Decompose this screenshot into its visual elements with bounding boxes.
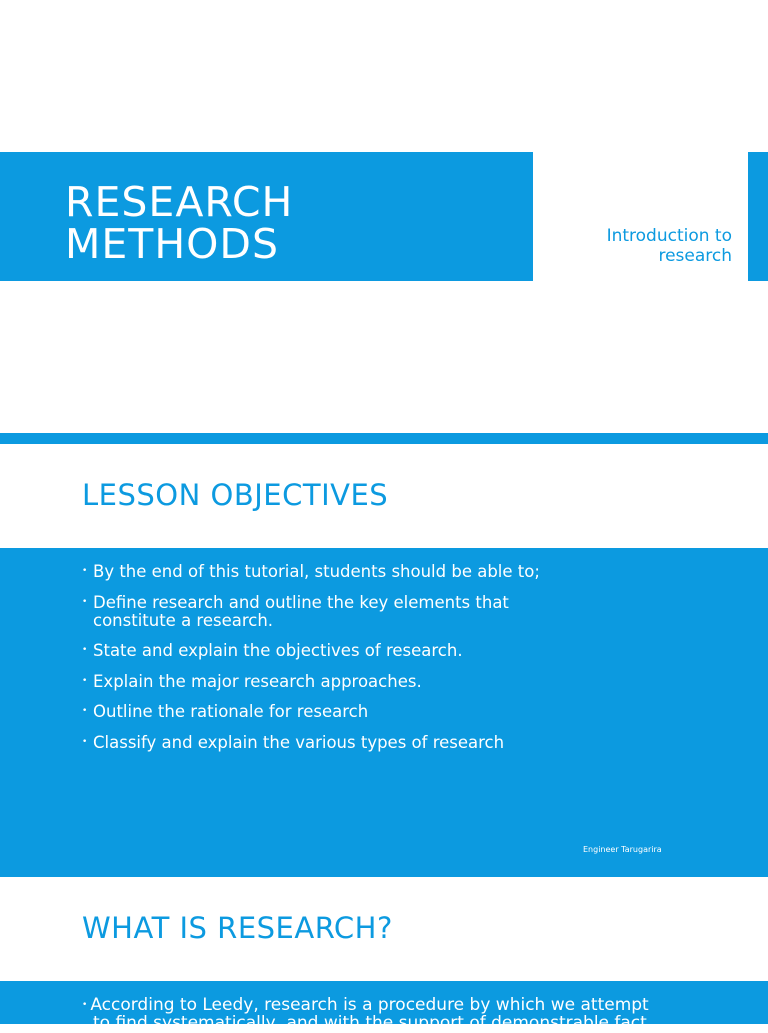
subtitle-line1: Introduction to — [606, 226, 732, 246]
bullet-icon: • — [82, 736, 88, 747]
bullet-icon: • — [82, 596, 88, 607]
slide-title-line2: METHODS — [65, 220, 280, 268]
objectives-list — [82, 563, 552, 764]
definition-text — [82, 996, 692, 1032]
slide-subtitle — [532, 226, 732, 266]
what-is-research-heading: WHAT IS RESEARCH? — [82, 911, 393, 945]
slide-footer-author: Engineer Tarugarira — [583, 845, 662, 854]
lesson-objectives-heading: LESSON OBJECTIVES — [82, 478, 389, 512]
bullet-icon: • — [82, 645, 88, 655]
objective-item: • Define research and outline the key elements that constitute a research. — [82, 592, 509, 630]
objective-item: • Explain the major research approaches. — [82, 671, 422, 691]
bullet-icon: • — [82, 675, 88, 686]
slide-divider — [0, 433, 768, 444]
title-accent-bar — [748, 152, 768, 281]
bullet-icon: • — [82, 706, 88, 716]
subtitle-line2: research — [658, 246, 732, 266]
slide-title-line1: RESEARCH — [65, 178, 294, 226]
objective-item: • By the end of this tutorial, students should be able to; — [82, 562, 540, 581]
objective-item: • Classify and explain the various types of research — [82, 732, 505, 752]
objective-item: • Outline the rationale for research — [82, 702, 369, 721]
bullet-icon: • — [82, 566, 88, 576]
slide-title — [65, 178, 294, 268]
objective-item: • State and explain the objectives of research. — [82, 641, 463, 660]
bullet-icon: • — [82, 1000, 88, 1010]
definition-line1: According to Leedy, research is a procedure by which we attempt — [90, 995, 649, 1015]
definition-line2: to find systematically, and with the support of demonstrable fact, — [93, 1013, 653, 1033]
